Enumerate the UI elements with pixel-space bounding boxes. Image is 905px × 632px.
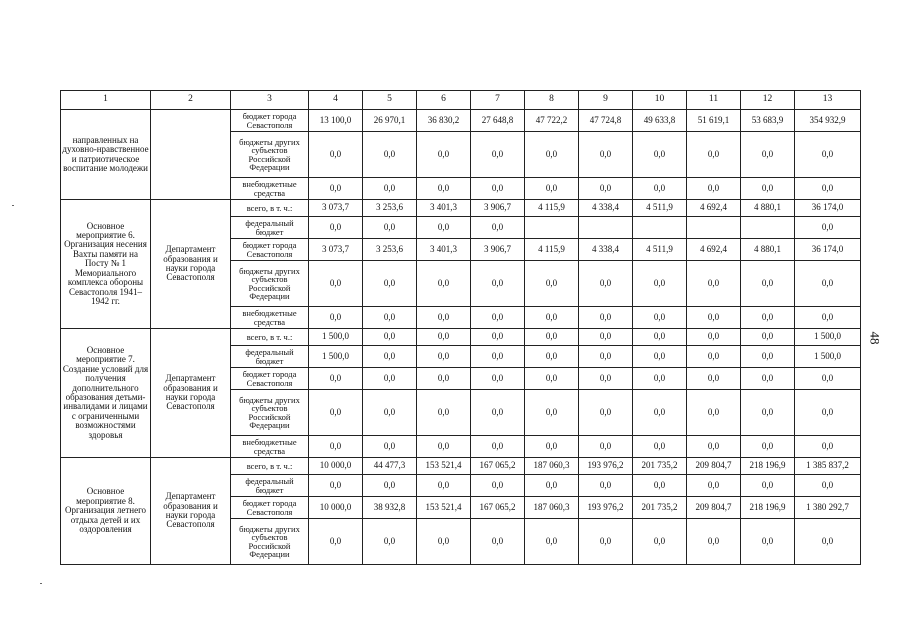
value-cell: 0,0 — [741, 329, 795, 346]
value-cell: 0,0 — [795, 217, 861, 239]
value-cell: 36 174,0 — [795, 239, 861, 261]
value-cell: 0,0 — [633, 132, 687, 178]
value-cell: 0,0 — [309, 436, 363, 458]
column-header: 6 — [417, 91, 471, 110]
value-cell: 201 735,2 — [633, 458, 687, 475]
value-cell: 167 065,2 — [471, 497, 525, 519]
value-cell: 0,0 — [471, 178, 525, 200]
table-header — [61, 91, 861, 110]
value-cell: 0,0 — [417, 475, 471, 497]
value-cell: 13 100,0 — [309, 110, 363, 132]
value-cell: 0,0 — [363, 307, 417, 329]
value-cell: 218 196,9 — [741, 458, 795, 475]
value-cell: 0,0 — [417, 368, 471, 390]
measure-name-cell: Основное мероприятие 7. Создание условий для получения дополнительного образования детьми-инвалидами и лицами с ограниченными возможностями здоровья — [61, 329, 151, 458]
funding-source-cell: бюджеты других субъектов Российской Федерации — [231, 261, 309, 307]
funding-source-cell: бюджеты других субъектов Российской Федерации — [231, 519, 309, 565]
value-cell: 0,0 — [417, 346, 471, 368]
column-header: 4 — [309, 91, 363, 110]
funding-source-cell: внебюджетные средства — [231, 178, 309, 200]
value-cell: 49 633,8 — [633, 110, 687, 132]
value-cell: 0,0 — [633, 329, 687, 346]
value-cell: 3 401,3 — [417, 200, 471, 217]
value-cell: 0,0 — [363, 436, 417, 458]
value-cell: 0,0 — [633, 519, 687, 565]
department-cell: Департамент образования и науки города Севастополя — [151, 329, 231, 458]
value-cell: 0,0 — [471, 519, 525, 565]
value-cell: 0,0 — [525, 346, 579, 368]
value-cell: 354 932,9 — [795, 110, 861, 132]
value-cell: 0,0 — [633, 307, 687, 329]
value-cell: 3 401,3 — [417, 239, 471, 261]
value-cell: 0,0 — [471, 132, 525, 178]
value-cell: 0,0 — [633, 436, 687, 458]
value-cell: 1 500,0 — [309, 329, 363, 346]
value-cell: 3 253,6 — [363, 239, 417, 261]
value-cell: 0,0 — [309, 178, 363, 200]
value-cell — [525, 217, 579, 239]
value-cell: 0,0 — [795, 390, 861, 436]
value-cell: 0,0 — [471, 329, 525, 346]
value-cell: 0,0 — [309, 475, 363, 497]
column-header: 8 — [525, 91, 579, 110]
column-header: 1 — [61, 91, 151, 110]
column-header: 7 — [471, 91, 525, 110]
value-cell: 0,0 — [687, 329, 741, 346]
value-cell: 0,0 — [309, 261, 363, 307]
column-header: 2 — [151, 91, 231, 110]
value-cell: 47 722,2 — [525, 110, 579, 132]
value-cell: 0,0 — [525, 436, 579, 458]
value-cell: 4 880,1 — [741, 200, 795, 217]
value-cell: 0,0 — [471, 390, 525, 436]
funding-source-cell: федеральный бюджет — [231, 217, 309, 239]
value-cell: 4 511,9 — [633, 200, 687, 217]
value-cell: 3 253,6 — [363, 200, 417, 217]
column-header: 3 — [231, 91, 309, 110]
value-cell — [579, 217, 633, 239]
value-cell: 0,0 — [741, 132, 795, 178]
measure-name-cell: Основное мероприятие 6. Организация несения Вахты памяти на Посту № 1 Мемориального комплекса обороны Севастополя 1941–1942 гг. — [61, 200, 151, 329]
value-cell: 51 619,1 — [687, 110, 741, 132]
value-cell: 0,0 — [309, 368, 363, 390]
funding-source-cell: внебюджетные средства — [231, 436, 309, 458]
value-cell: 0,0 — [633, 346, 687, 368]
value-cell: 36 174,0 — [795, 200, 861, 217]
column-header: 9 — [579, 91, 633, 110]
column-header: 13 — [795, 91, 861, 110]
value-cell: 4 511,9 — [633, 239, 687, 261]
value-cell: 0,0 — [417, 217, 471, 239]
value-cell: 4 338,4 — [579, 200, 633, 217]
column-header: 10 — [633, 91, 687, 110]
value-cell — [687, 217, 741, 239]
value-cell: 193 976,2 — [579, 497, 633, 519]
value-cell: 0,0 — [687, 436, 741, 458]
value-cell: 0,0 — [579, 436, 633, 458]
value-cell: 0,0 — [471, 368, 525, 390]
value-cell: 4 115,9 — [525, 239, 579, 261]
page-number: 48 — [867, 331, 883, 345]
measure-name-cell: направленных на духовно-нравственное и патриотическое воспитание молодежи — [61, 110, 151, 200]
value-cell: 0,0 — [525, 261, 579, 307]
value-cell: 53 683,9 — [741, 110, 795, 132]
value-cell: 10 000,0 — [309, 497, 363, 519]
value-cell: 0,0 — [795, 307, 861, 329]
value-cell: 0,0 — [633, 368, 687, 390]
value-cell: 1 385 837,2 — [795, 458, 861, 475]
column-header: 12 — [741, 91, 795, 110]
value-cell: 0,0 — [633, 178, 687, 200]
value-cell: 4 880,1 — [741, 239, 795, 261]
funding-source-cell: внебюджетные средства — [231, 307, 309, 329]
value-cell: 0,0 — [363, 178, 417, 200]
value-cell: 0,0 — [309, 307, 363, 329]
department-cell — [151, 110, 231, 200]
table-row — [61, 329, 861, 346]
value-cell: 3 073,7 — [309, 239, 363, 261]
funding-source-cell: бюджет города Севастополя — [231, 239, 309, 261]
value-cell: 0,0 — [741, 368, 795, 390]
value-cell: 218 196,9 — [741, 497, 795, 519]
value-cell: 0,0 — [633, 475, 687, 497]
value-cell: 0,0 — [471, 217, 525, 239]
value-cell: 10 000,0 — [309, 458, 363, 475]
funding-source-cell: всего, в т. ч.: — [231, 329, 309, 346]
value-cell: 0,0 — [525, 475, 579, 497]
value-cell: 0,0 — [363, 261, 417, 307]
value-cell: 38 932,8 — [363, 497, 417, 519]
value-cell: 0,0 — [363, 329, 417, 346]
value-cell: 0,0 — [471, 261, 525, 307]
value-cell: 153 521,4 — [417, 458, 471, 475]
table-row — [61, 200, 861, 217]
value-cell: 0,0 — [417, 132, 471, 178]
value-cell: 193 976,2 — [579, 458, 633, 475]
value-cell: 0,0 — [741, 436, 795, 458]
value-cell: 0,0 — [525, 178, 579, 200]
column-header: 11 — [687, 91, 741, 110]
value-cell: 1 500,0 — [309, 346, 363, 368]
value-cell: 0,0 — [525, 390, 579, 436]
value-cell: 0,0 — [471, 346, 525, 368]
value-cell: 0,0 — [795, 368, 861, 390]
value-cell: 187 060,3 — [525, 458, 579, 475]
value-cell: 0,0 — [795, 475, 861, 497]
value-cell: 0,0 — [579, 346, 633, 368]
funding-source-cell: всего, в т. ч.: — [231, 458, 309, 475]
value-cell: 0,0 — [579, 390, 633, 436]
value-cell: 0,0 — [363, 390, 417, 436]
value-cell: 0,0 — [687, 307, 741, 329]
table-body — [61, 110, 861, 565]
value-cell: 0,0 — [417, 329, 471, 346]
value-cell: 0,0 — [633, 390, 687, 436]
value-cell: 0,0 — [363, 217, 417, 239]
value-cell: 0,0 — [579, 261, 633, 307]
value-cell: 0,0 — [795, 261, 861, 307]
value-cell — [741, 217, 795, 239]
value-cell: 0,0 — [525, 329, 579, 346]
funding-source-cell: федеральный бюджет — [231, 346, 309, 368]
value-cell: 0,0 — [417, 390, 471, 436]
value-cell: 0,0 — [471, 436, 525, 458]
value-cell: 0,0 — [741, 178, 795, 200]
value-cell: 1 380 292,7 — [795, 497, 861, 519]
value-cell: 0,0 — [363, 132, 417, 178]
value-cell: 0,0 — [687, 368, 741, 390]
scan-speck — [40, 583, 42, 584]
funding-source-cell: бюджеты других субъектов Российской Федерации — [231, 132, 309, 178]
value-cell: 0,0 — [579, 329, 633, 346]
value-cell: 0,0 — [687, 390, 741, 436]
value-cell: 0,0 — [363, 346, 417, 368]
table-row — [61, 110, 861, 132]
value-cell: 0,0 — [309, 217, 363, 239]
budget-table — [60, 90, 861, 565]
value-cell: 0,0 — [741, 519, 795, 565]
scan-speck — [12, 205, 14, 206]
value-cell: 209 804,7 — [687, 497, 741, 519]
value-cell: 0,0 — [687, 132, 741, 178]
value-cell: 1 500,0 — [795, 346, 861, 368]
value-cell: 4 692,4 — [687, 200, 741, 217]
funding-source-cell: всего, в т. ч.: — [231, 200, 309, 217]
funding-source-cell: бюджет города Севастополя — [231, 110, 309, 132]
value-cell: 187 060,3 — [525, 497, 579, 519]
value-cell: 0,0 — [687, 475, 741, 497]
value-cell: 0,0 — [795, 436, 861, 458]
value-cell: 0,0 — [687, 519, 741, 565]
value-cell — [633, 217, 687, 239]
header-row — [61, 91, 861, 110]
value-cell: 0,0 — [417, 261, 471, 307]
value-cell: 3 906,7 — [471, 200, 525, 217]
value-cell: 0,0 — [471, 475, 525, 497]
value-cell: 4 338,4 — [579, 239, 633, 261]
value-cell: 0,0 — [363, 368, 417, 390]
value-cell: 0,0 — [741, 390, 795, 436]
value-cell: 0,0 — [525, 132, 579, 178]
value-cell: 0,0 — [417, 436, 471, 458]
value-cell: 0,0 — [687, 346, 741, 368]
value-cell: 0,0 — [687, 178, 741, 200]
value-cell: 0,0 — [741, 261, 795, 307]
table-row — [61, 458, 861, 475]
value-cell: 0,0 — [525, 368, 579, 390]
measure-name-cell: Основное мероприятие 8. Организация летнего отдыха детей и их оздоровления — [61, 458, 151, 565]
column-header: 5 — [363, 91, 417, 110]
value-cell: 0,0 — [471, 307, 525, 329]
funding-source-cell: федеральный бюджет — [231, 475, 309, 497]
department-cell: Департамент образования и науки города Севастополя — [151, 458, 231, 565]
value-cell: 4 692,4 — [687, 239, 741, 261]
value-cell: 27 648,8 — [471, 110, 525, 132]
value-cell: 0,0 — [579, 178, 633, 200]
value-cell: 0,0 — [363, 475, 417, 497]
funding-source-cell: бюджеты других субъектов Российской Федерации — [231, 390, 309, 436]
value-cell: 3 073,7 — [309, 200, 363, 217]
value-cell: 153 521,4 — [417, 497, 471, 519]
value-cell: 0,0 — [579, 307, 633, 329]
value-cell: 0,0 — [579, 519, 633, 565]
value-cell: 36 830,2 — [417, 110, 471, 132]
value-cell: 0,0 — [687, 261, 741, 307]
value-cell: 167 065,2 — [471, 458, 525, 475]
value-cell: 0,0 — [525, 519, 579, 565]
value-cell: 0,0 — [795, 132, 861, 178]
value-cell: 1 500,0 — [795, 329, 861, 346]
document-page — [60, 90, 860, 565]
value-cell: 47 724,8 — [579, 110, 633, 132]
value-cell: 0,0 — [417, 307, 471, 329]
funding-source-cell: бюджет города Севастополя — [231, 497, 309, 519]
value-cell: 0,0 — [741, 346, 795, 368]
value-cell: 0,0 — [417, 519, 471, 565]
value-cell: 0,0 — [741, 307, 795, 329]
value-cell: 0,0 — [579, 368, 633, 390]
value-cell: 209 804,7 — [687, 458, 741, 475]
value-cell: 0,0 — [309, 390, 363, 436]
value-cell: 0,0 — [417, 178, 471, 200]
value-cell: 4 115,9 — [525, 200, 579, 217]
department-cell: Департамент образования и науки города Севастополя — [151, 200, 231, 329]
value-cell: 0,0 — [309, 519, 363, 565]
value-cell: 0,0 — [741, 475, 795, 497]
value-cell: 0,0 — [633, 261, 687, 307]
funding-source-cell: бюджет города Севастополя — [231, 368, 309, 390]
value-cell: 201 735,2 — [633, 497, 687, 519]
value-cell: 44 477,3 — [363, 458, 417, 475]
value-cell: 0,0 — [363, 519, 417, 565]
value-cell: 0,0 — [525, 307, 579, 329]
value-cell: 0,0 — [579, 475, 633, 497]
value-cell: 3 906,7 — [471, 239, 525, 261]
value-cell: 26 970,1 — [363, 110, 417, 132]
value-cell: 0,0 — [795, 178, 861, 200]
value-cell: 0,0 — [309, 132, 363, 178]
value-cell: 0,0 — [579, 132, 633, 178]
value-cell: 0,0 — [795, 519, 861, 565]
